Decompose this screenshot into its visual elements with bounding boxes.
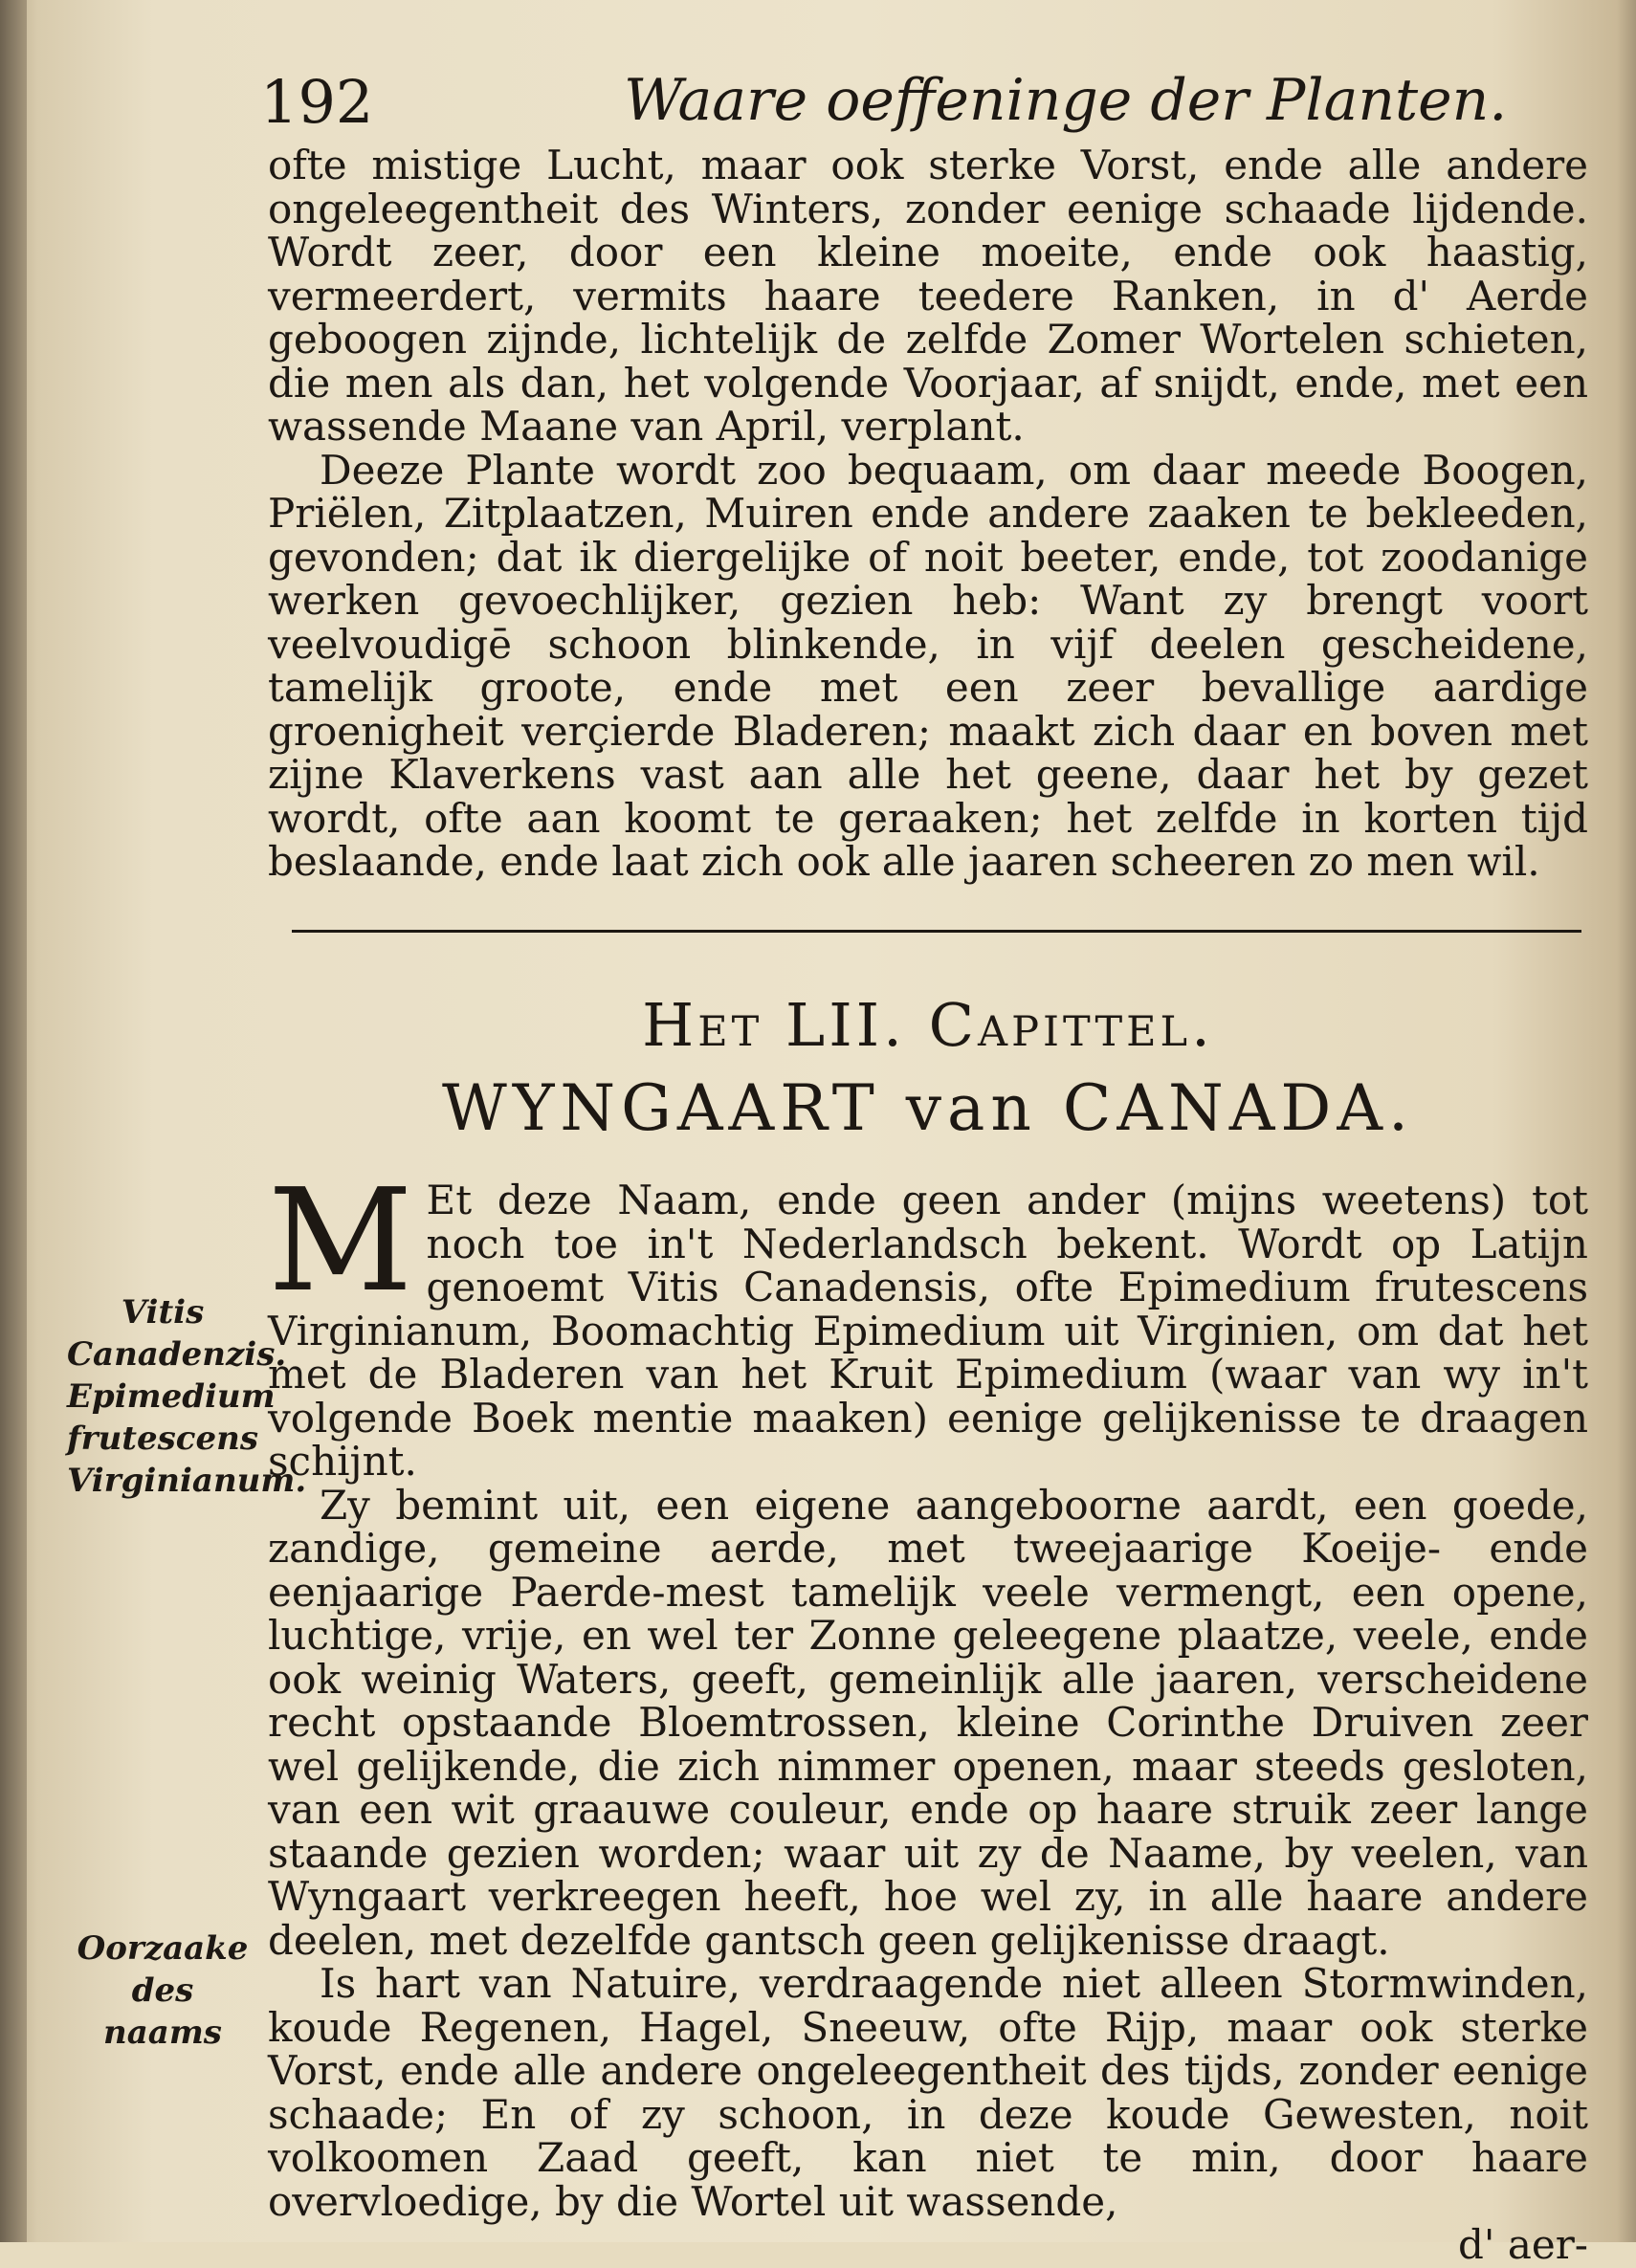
section-divider — [292, 930, 1581, 933]
page-gutter — [0, 0, 27, 2242]
running-title: Waare oeffeninge der Planten. — [624, 67, 1508, 134]
paragraph: Zy bemint uit, een eigene aangeboorne aardt, een goede, zandige, gemeine aerde, met tweejaarige Koeije- ende eenjaarige Paerde-mest tamelijk veele vermengt, een opene, luchtige, vrije, en wel ter Zonne geleegene plaatze, veele, ende ook weinig Waters, geeft, gemeinlijk alle jaaren, verscheidene recht opstaande Bloemtrossen, kleine Corinthe Druiven zeer wel gelijkende, die zich nimmer openen, maar steeds gesloten, van een wit graauwe couleur, ende op haare struik zeer lange staande gezien worden; waar uit zy de Naame, by veelen, van Wyngaart verkreegen heeft, hoe wel zy, in alle haare andere deelen, met dezelfde gantsch geen gelijkenisse draagt. — [268, 1481, 1588, 1964]
paragraph: ofte mistige Lucht, maar ook sterke Vorst, ende alle andere ongeleegentheit des Winters, zonder eenige schaade lijdende. Wordt zeer, door een kleine moeite, ende ook haastig, vermeerdert, vermits haare teedere Ranken, in d' Aerde geboogen zijnde, lichtelijk de zelfde Zomer Wortelen schieten, die men als dan, het volgende Voorjaar, af snijdt, ende, met een wassende Maane van April, verplant. — [268, 142, 1588, 450]
margin-note: Oorzaake des naams — [77, 1929, 249, 2052]
main-section — [268, 1158, 1588, 2268]
top-section — [268, 143, 1588, 884]
paragraph: Is hart van Natuire, verdraagende niet alleen Stormwinden, koude Regenen, Hagel, Sneeuw, ofte Rijp, maar ook sterke Vorst, ende alle andere ongeleegentheit des tijds, zonder eenige schaade; En of zy schoon, in deze koude Gewesten, noit volkoomen Zaad geeft, kan niet te min, door haare overvloedige, by die Wortel uit wassende, — [268, 1960, 1588, 2225]
margin-note: Vitis Canadenzis. Epimedium frutescens Virginianum. — [67, 1293, 307, 1500]
chapter-number: Het LII. Capittel. — [642, 990, 1214, 1060]
catchword: d' aer- — [1458, 2221, 1588, 2268]
page-number: 192 — [260, 67, 374, 137]
chapter-title: WYNGAART van CANADA. — [442, 1071, 1414, 1145]
page-header — [260, 67, 1600, 153]
drop-cap: M — [268, 1158, 413, 1323]
paragraph — [268, 1158, 1588, 1485]
paragraph-text: Et deze Naam, ende geen ander (mijns weetens) tot noch toe in't Nederlandsch bekent. Wordt op Latijn genoemt Vitis Canadensis, ofte Epimedium frutescens Virginianum, Boomachtig Epimedium uit Virginien, om dat het met de Bladeren van het Kruit Epimedium (waar van wy in't volgende Boek mentie maaken) eenige gelijkenisse te draagen schijnt. — [268, 1177, 1588, 1485]
paragraph: Deeze Plante wordt zoo bequaam, om daar meede Boogen, Priëlen, Zitplaatzen, Muiren ende andere zaaken te bekleeden, gevonden; dat ik diergelijke of noit beeter, ende, tot zoodanige werken gevoechlijker, gezien heb: Want zy brengt voort veelvoudigē schoon blinkende, in vijf deelen gescheidene, tamelijk groote, ende met een zeer bevallige aardige groenigheit verçierde Bladeren; maakt zich daar en boven met zijne Klaverkens vast aan alle het geene, daar het by gezet wordt, ofte aan koomt te geraaken; het zelfde in korten tijd beslaande, ende laat zich ook alle jaaren scheeren zo men wil. — [268, 446, 1588, 885]
